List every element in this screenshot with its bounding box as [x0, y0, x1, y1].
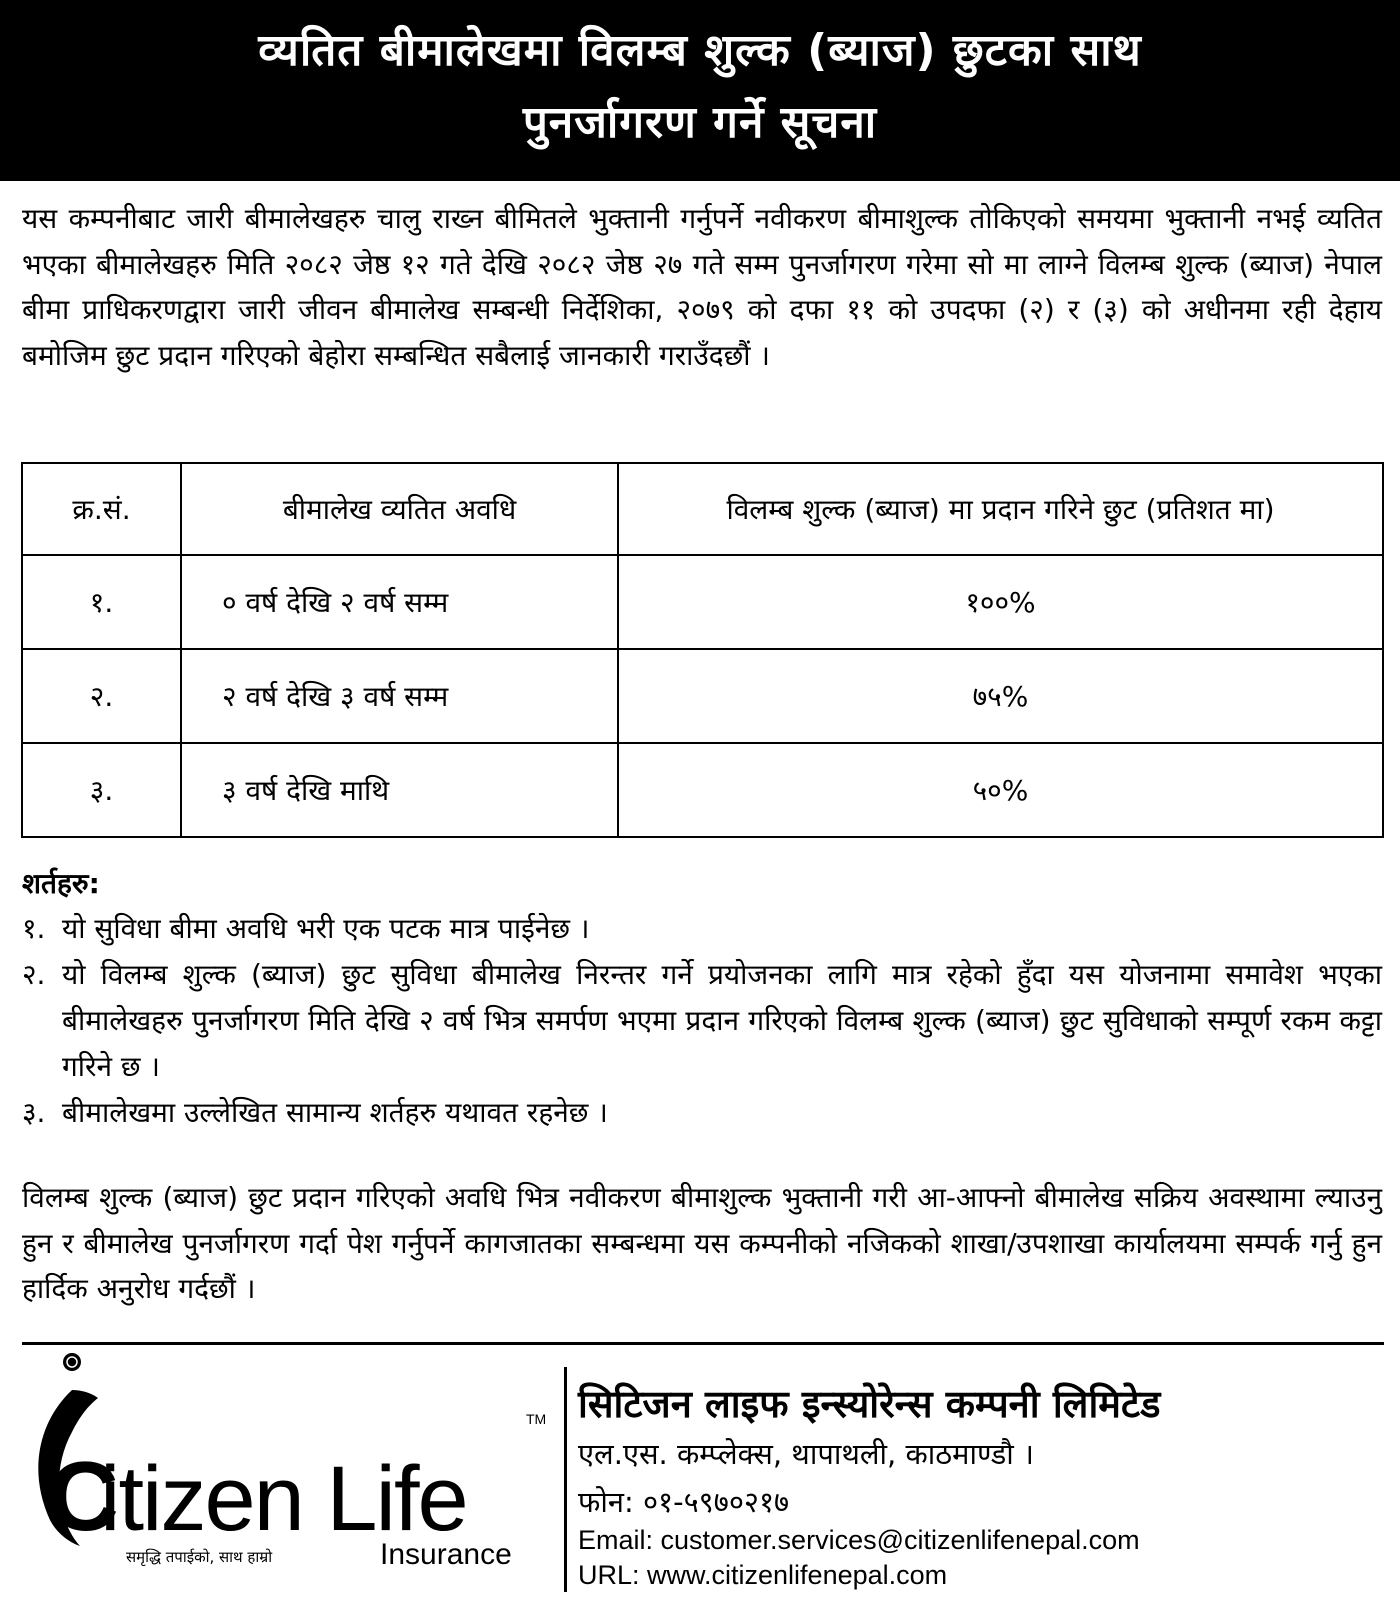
condition-item: [22, 906, 1382, 952]
logo-wordmark-c: C: [48, 1441, 119, 1551]
table-row: [22, 649, 1383, 743]
company-name: सिटिजन लाइफ इन्स्योरेन्स कम्पनी लिमिटेड: [578, 1382, 1161, 1426]
notice-title-line2: पुनर्जागरण गर्ने सूचना: [522, 97, 878, 148]
discount-table: [21, 462, 1384, 838]
table-header-row: [22, 463, 1383, 555]
column-header-sn: क्र.सं.: [22, 463, 181, 555]
notice-header: [0, 0, 1400, 181]
row-period: २ वर्ष देखि ३ वर्ष सम्म: [181, 649, 618, 743]
row-discount: ७५%: [618, 649, 1383, 743]
notice-title-line1: व्यतित बीमालेखमा विलम्ब शुल्क (ब्याज) छुटका साथ: [258, 25, 1142, 76]
citizen-life-logo: [28, 1352, 568, 1592]
column-header-period: बीमालेख व्यतित अवधि: [181, 463, 618, 555]
footer-vertical-divider: [564, 1367, 567, 1592]
row-sn: २.: [22, 649, 181, 743]
logo-ball-icon: [63, 1353, 81, 1371]
logo-tagline: समृद्धि तपाईको, साथ हाम्रो: [126, 1548, 273, 1566]
condition-number: ३.: [22, 1096, 46, 1129]
row-sn: ३.: [22, 743, 181, 837]
condition-text: यो सुविधा बीमा अवधि भरी एक पटक मात्र पाईनेछ ।: [62, 912, 590, 945]
condition-text: यो विलम्ब शुल्क (ब्याज) छुट सुविधा बीमालेख निरन्तर गर्ने प्रयोजनका लागि मात्र रहेको हुँदा यस योजनामा समावेश भएका बीमालेखहरु पुनर्जागरण मिति देखि २ वर्ष भित्र समर्पण भएमा प्रदान गरिएको विलम्ब शुल्क (ब्याज) छुट सुविधाको सम्पूर्ण रकम कट्टा गरिने छ ।: [62, 958, 1382, 1083]
row-sn: १.: [22, 555, 181, 649]
logo-trademark: TM: [526, 1411, 547, 1427]
column-header-discount: विलम्ब शुल्क (ब्याज) मा प्रदान गरिने छुट (प्रतिशत मा): [618, 463, 1383, 555]
row-discount: ५०%: [618, 743, 1383, 837]
row-period: ० वर्ष देखि २ वर्ष सम्म: [181, 555, 618, 649]
table-row: [22, 555, 1383, 649]
company-phone: फोन: ०१-५९७०२१७: [578, 1485, 790, 1519]
logo-insurance-text: Insurance: [380, 1538, 512, 1571]
company-address: एल.एस. कम्प्लेक्स, थापाथली, काठमाण्डौ ।: [578, 1437, 1034, 1471]
condition-item: [22, 1090, 1382, 1136]
condition-number: १.: [22, 912, 46, 945]
company-url[interactable]: URL: www.citizenlifenepal.com: [578, 1560, 948, 1590]
closing-paragraph: विलम्ब शुल्क (ब्याज) छुट प्रदान गरिएको अवधि भित्र नवीकरण बीमाशुल्क भुक्तानी गरी आ-आफ्नो बीमालेख सक्रिय अवस्थामा ल्याउनु हुन र बीमालेख पुनर्जागरण गर्दा पेश गर्नुपर्ने कागजातका सम्बन्धमा यस कम्पनीको नजिकको शाखा/उपशाखा कार्यालयमा सम्पर्क गर्नु हुन हार्दिक अनुरोध गर्दछौं ।: [22, 1181, 1382, 1305]
logo-wordmark: itizen Life: [100, 1448, 467, 1550]
row-discount: १००%: [618, 555, 1383, 649]
conditions-title: शर्तहरु:: [22, 867, 100, 900]
condition-number: २.: [22, 958, 46, 991]
condition-item: [22, 952, 1382, 1090]
footer-divider: [22, 1342, 1384, 1345]
intro-paragraph: यस कम्पनीबाट जारी बीमालेखहरु चालु राख्न बीमितले भुक्तानी गर्नुपर्ने नवीकरण बीमाशुल्क तोकिएको समयमा भुक्तानी नभई व्यतित भएका बीमालेखहरु मिति २०८२ जेष्ठ १२ गते देखि २०८२ जेष्ठ २७ गते सम्म पुनर्जागरण गरेमा सो मा लाग्ने विलम्ब शुल्क (ब्याज) नेपाल बीमा प्राधिकरणद्वारा जारी जीवन बीमालेख सम्बन्धी निर्देशिका, २०७९ को दफा ११ को उपदफा (२) र (३) को अधीनमा रही देहाय बमोजिम छुट प्रदान गरिएको बेहोरा सम्बन्धित सबैलाई जानकारी गराउँदछौं ।: [22, 202, 1382, 372]
row-period: ३ वर्ष देखि माथि: [181, 743, 618, 837]
table-row: [22, 743, 1383, 837]
company-email[interactable]: Email: customer.services@citizenlifenepal.com: [578, 1525, 1140, 1555]
condition-text: बीमालेखमा उल्लेखित सामान्य शर्तहरु यथावत रहनेछ ।: [62, 1096, 608, 1129]
